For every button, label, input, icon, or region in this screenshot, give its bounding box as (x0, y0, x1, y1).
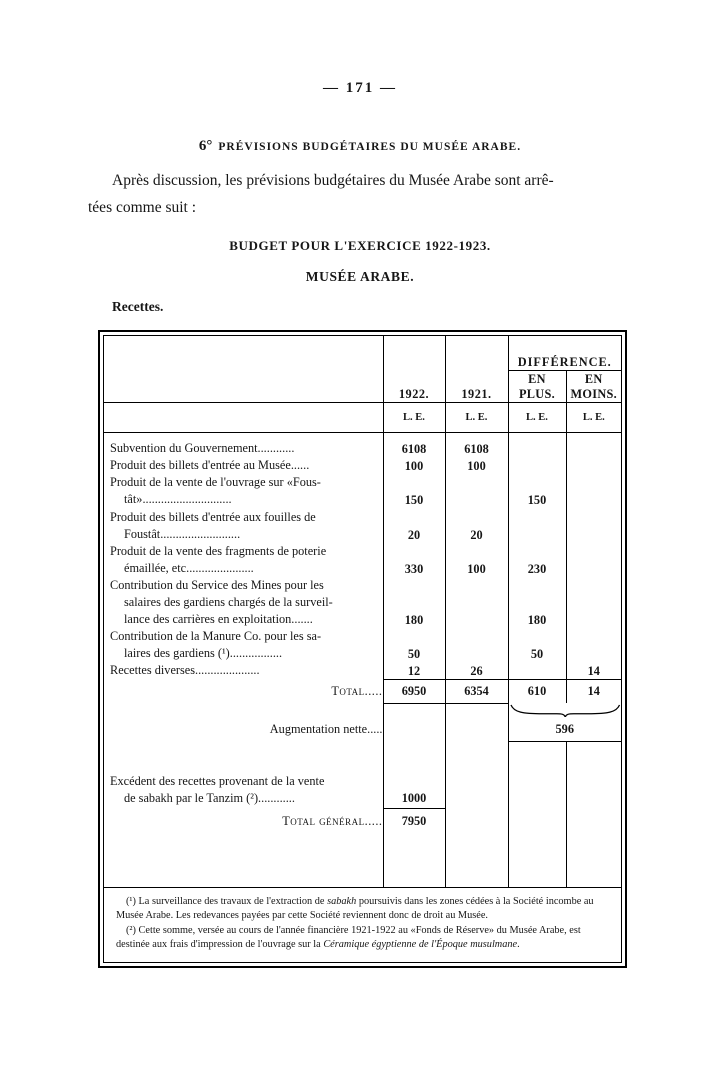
unit-row (104, 402, 621, 432)
row-value-en-moins (566, 508, 621, 542)
row-value-en-moins (566, 457, 621, 474)
row-value-1922: 6108 (383, 433, 445, 458)
footnote: (¹) La surveillance des travaux de l'extraction de sabakh poursuivis dans les zones cédées à la Société incombe au Musée Arabe. Les redevances payées par cette Société reviennent donc de droit au Musée. (116, 895, 594, 922)
museum-title: MUSÉE ARABE. (305, 269, 415, 284)
row-value-en-moins (566, 474, 621, 508)
intro-line: Après discussion, les prévisions budgétaires du Musée Arabe sont arrê- (112, 172, 554, 189)
unit-spacer (104, 402, 383, 432)
row-value-1921: 20 (445, 508, 508, 542)
unit-label-1921: L. E. (445, 402, 508, 432)
total-general-label: Total général..... (282, 814, 383, 829)
excedent-value: 1000 (383, 771, 445, 808)
row-value-1922: 100 (383, 457, 445, 474)
row-label: Produit des billets d'entrée au Musée...... (110, 458, 310, 473)
col-header-blank (104, 336, 383, 402)
unit-label-1922: L. E. (383, 402, 445, 432)
row-value-en-moins (566, 543, 621, 577)
budget-table-frame (98, 330, 627, 968)
row-value-en-moins: 14 (566, 662, 621, 679)
row-value-en-plus: 50 (508, 628, 566, 662)
row-value-1921: 100 (445, 543, 508, 577)
row-label: Subvention du Gouvernement............ (110, 441, 295, 456)
intro-line: tées comme suit : (88, 199, 197, 216)
col-header-en-plus: EN PLUS. (508, 370, 566, 402)
revenue-row (104, 457, 621, 474)
revenue-row (104, 628, 621, 662)
row-value-1921 (445, 474, 508, 508)
row-value-en-plus: 180 (508, 577, 566, 628)
budget-title: BUDGET POUR L'EXERCICE 1922-1923. (229, 238, 491, 253)
row-value-en-plus (508, 508, 566, 542)
budget-table (104, 336, 621, 887)
brace-row (104, 703, 621, 717)
section-heading (0, 137, 720, 155)
row-value-1921: 26 (445, 662, 508, 679)
total-label: Total..... (331, 683, 383, 698)
totals-section (104, 679, 621, 886)
row-value-1922: 180 (383, 577, 445, 628)
excedent-label: Excédent des recettes provenant de la vente de sabakh par le Tanzim (²)............ (110, 773, 325, 805)
revenue-rows (104, 433, 621, 680)
row-value-en-plus: 230 (508, 543, 566, 577)
revenue-row (104, 662, 621, 679)
revenue-row (104, 543, 621, 577)
row-value-en-moins (566, 577, 621, 628)
row-value-en-moins (566, 433, 621, 458)
row-value-en-plus (508, 662, 566, 679)
col-header-1922: 1922. (383, 336, 445, 402)
heading-text: PRÉVISIONS BUDGÉTAIRES DU MUSÉE ARABE. (218, 141, 522, 153)
row-label: Produit de la vente des fragments de poterie émaillée, etc...................... (110, 543, 327, 575)
row-value-1922: 20 (383, 508, 445, 542)
row-value-1921 (445, 577, 508, 628)
revenue-row (104, 577, 621, 628)
augmentation-label: Augmentation nette..... (269, 721, 383, 736)
row-value-en-plus: 150 (508, 474, 566, 508)
difference-brace (508, 703, 621, 717)
unit-label-en-moins: L. E. (566, 402, 621, 432)
footnotes (104, 887, 621, 962)
row-value-1922: 12 (383, 662, 445, 679)
row-value-1921: 100 (445, 457, 508, 474)
row-value-1922: 330 (383, 543, 445, 577)
col-header-1921: 1921. (445, 336, 508, 402)
augmentation-row (104, 717, 621, 741)
excedent-row (104, 771, 621, 808)
row-label: Recettes diverses..................... (110, 663, 260, 678)
recettes-label: Recettes. (112, 299, 164, 314)
row-value-1921 (445, 628, 508, 662)
total-row (104, 679, 621, 703)
total-general-value: 7950 (383, 809, 445, 835)
footnote: (²) Cette somme, versée au cours de l'année financière 1921-1922 au «Fonds de Réserve» du Musée Arabe, est destinée aux frais d'impression de l'ouvrage sur la Céramique égyptienne de l'Époque musulmane. (116, 924, 581, 951)
col-header-difference: DIFFÉRENCE. (508, 336, 621, 370)
total-value-en-moins: 14 (566, 679, 621, 703)
revenue-row (104, 474, 621, 508)
header-row-1 (104, 336, 621, 370)
row-label: Produit de la vente de l'ouvrage sur «Fous- tât»............................. (110, 475, 321, 507)
revenue-row (104, 508, 621, 542)
augmentation-value: 596 (508, 717, 621, 741)
spacer-row (104, 835, 621, 887)
table-area (104, 336, 621, 887)
table-header (104, 336, 621, 433)
total-value-en-plus: 610 (508, 679, 566, 703)
row-value-1922: 150 (383, 474, 445, 508)
total-value-1922: 6950 (383, 679, 445, 703)
row-value-1922: 50 (383, 628, 445, 662)
spacer-row (104, 741, 621, 771)
brace-icon (509, 704, 622, 717)
intro-paragraph (88, 167, 640, 221)
row-value-1921: 6108 (445, 433, 508, 458)
row-value-en-plus (508, 457, 566, 474)
row-label: Produit des billets d'entrée aux fouilles de Foustât.......................... (110, 509, 316, 541)
budget-table-inner-frame (103, 335, 622, 963)
row-label: Contribution du Service des Mines pour les salaires des gardiens chargés de la surveil- lance des carrières en exploitation....... (110, 578, 333, 627)
total-general-row (104, 809, 621, 835)
heading-number: 6° (198, 138, 213, 154)
total-value-1921: 6354 (445, 679, 508, 703)
row-value-en-plus (508, 433, 566, 458)
col-header-en-moins: EN MOINS. (566, 370, 621, 402)
page-number: — 171 — (323, 80, 397, 96)
revenue-row (104, 433, 621, 458)
row-value-en-moins (566, 628, 621, 662)
row-label: Contribution de la Manure Co. pour les sa- laires des gardiens (¹)................. (110, 629, 322, 661)
unit-label-en-plus: L. E. (508, 402, 566, 432)
